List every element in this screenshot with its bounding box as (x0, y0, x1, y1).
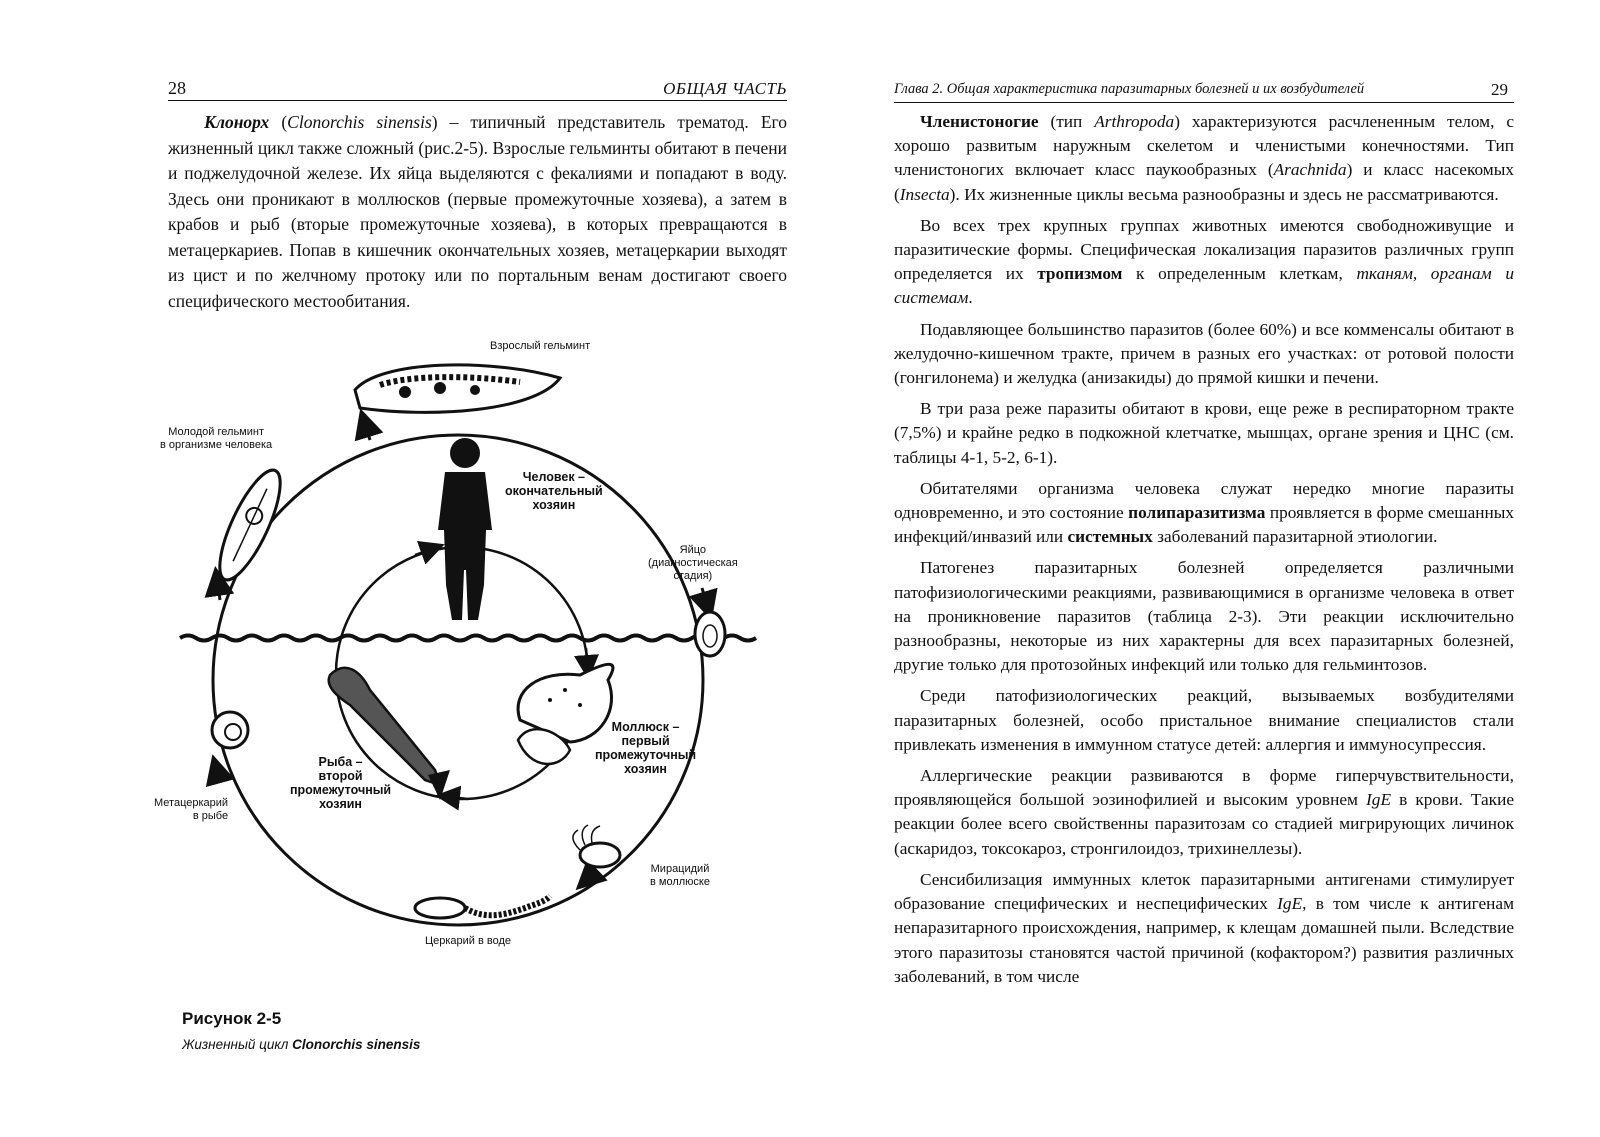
label-human-host: Человек – окончательный хозяин (505, 470, 603, 512)
paragraph: Обитателями организма человека служат нередко многие паразиты одновременно, и это состояние полипаразитизма проявляется в форме смешанных инфекций/инвазий или системных заболеваний паразитарной этиологии. (894, 478, 1514, 547)
adult-worm-icon (355, 365, 560, 412)
paragraph: В три раза реже паразиты обитают в крови, еще реже в респираторном тракте (7,5%) и крайне редко в подкожной клетчатке, мышцах, органе зрения и ЦНС (см. таблицы 4-1, 5-2, 6-1). (894, 399, 1514, 467)
label-cercaria: Церкарий в воде (425, 935, 512, 947)
paragraph: Во всех трех крупных группах животных имеются свободноживущие и паразитические формы. Специфическая локализация паразитов различных групп определяется их тропизмом к определенным клеткам, тканям, органам и системам. (894, 215, 1514, 308)
label-adult-worm: Взрослый гельминт (490, 340, 591, 352)
label-mollusk-host: Моллюск – первый промежуточный хозяин (595, 720, 697, 776)
miracidium-icon (573, 825, 620, 867)
metacercaria-icon (212, 712, 248, 748)
label-metacercaria: Метацеркарий в рыбе (154, 797, 229, 822)
figure-caption: Жизненный цикл Clonorchis sinensis (182, 1037, 421, 1052)
label-egg: Яйцо (диагностическая стадия) (648, 544, 738, 582)
arrow-icon (216, 572, 220, 600)
running-title: ОБЩАЯ ЧАСТЬ (663, 79, 787, 98)
paragraph: Членистоногие (тип Arthropoda) характеризуются расчлененным телом, с хорошо развитым наружным скелетом и членистыми конечностями. Тип членистоногих включает класс паукообразных (Arachnida) и класс насекомых (Insecta). Их жизненные циклы весьма разнообразны и здесь не рассматриваются. (894, 112, 1514, 204)
term-clonorchis: Клонорх (204, 112, 270, 132)
page-number: 29 (1491, 80, 1508, 99)
arrow-icon (362, 414, 370, 440)
right-page (800, 0, 1600, 1137)
running-header (894, 78, 1514, 103)
label-fish-host: Рыба – второй промежуточный хозяин (290, 755, 392, 811)
figure-number: Рисунок 2-5 (182, 1009, 282, 1028)
running-header (168, 76, 787, 101)
latin-name: Clonorchis sinensis (287, 112, 432, 132)
paragraph: Подавляющее большинство паразитов (более 60%) и все комменсалы обитают в желудочно-кишечном тракте, причем в разных его участках: от ротовой полости (гонгилонема) и желудка (анизакиды) до прямой кишки и печени. (894, 319, 1514, 388)
young-worm-icon (208, 463, 291, 587)
running-title: Глава 2. Общая характеристика паразитарных болезней и их возбудителей (894, 81, 1365, 97)
paragraph: Клонорх (Clonorchis sinensis) – типичный представитель трематод. Его жизненный цикл также сложный (рис.2-5). Взрослые гельминты обитают в печени и поджелудочной железе. Их яйца выделяются с фекалиями и попадают в воду. Здесь они проникают в моллюсков (первые промежуточные хозяева), а затем в крабов и рыб (вторые промежуточные хозяева), в которых превращаются в метацеркариев. Попав в кишечник окончательных хозяев, метацеркарии выходят из цист и по желчному протоку или по портальным венам достигают своего специфического местообитания. (168, 112, 788, 311)
egg-icon (695, 612, 725, 656)
label-young-worm: Молодой гельминт в организме человека (160, 426, 273, 451)
water-surface-line (180, 636, 756, 641)
page-number: 28 (168, 78, 186, 98)
arrow-icon (214, 760, 220, 782)
human-silhouette-icon (438, 438, 492, 620)
body-text (168, 110, 787, 314)
body-text (894, 110, 1514, 996)
paragraph: Сенсибилизация иммунных клеток паразитарными антигенами стимулирует образование специфических и неспецифических IgE, в том числе к антигенам непаразитарного происхождения, например, к клещам домашней пыли. Вследствие этого паразитозы становятся частой причиной (кофактором?) развития различных заболеваний, в том числе (894, 869, 1514, 986)
paragraph: Среди патофизиологических реакций, вызываемых возбудителями паразитарных болезней, особо пристальное внимание специалистов стали привлекать изменения в иммунном статусе детей: аллергия и иммуносупрессия. (894, 686, 1514, 754)
paragraph: Патогенез паразитарных болезней определяется различными патофизиологическими реакциями, развивающимися в организме человека в ответ на проникновение паразитов (таблица 2-3). Эти реакции исключительно разнообразны, некоторые из них характерны для всех паразитарных болезней, другие только для протозойных инфекций или только для гельминтозов. (894, 558, 1514, 675)
life-cycle-diagram (140, 330, 800, 980)
label-miracidium: Мирацидий в моллюске (650, 863, 710, 888)
paragraph: Аллергические реакции развиваются в форме гиперчувствительности, проявляющейся большой эозинофилией и высоким уровнем IgE в крови. Такие реакции более всего свойственны паразитозам со стадией мигрирующих личинок (аскаридоз, токсокароз, стронгилоидоз, трихинеллезы). (894, 766, 1514, 858)
